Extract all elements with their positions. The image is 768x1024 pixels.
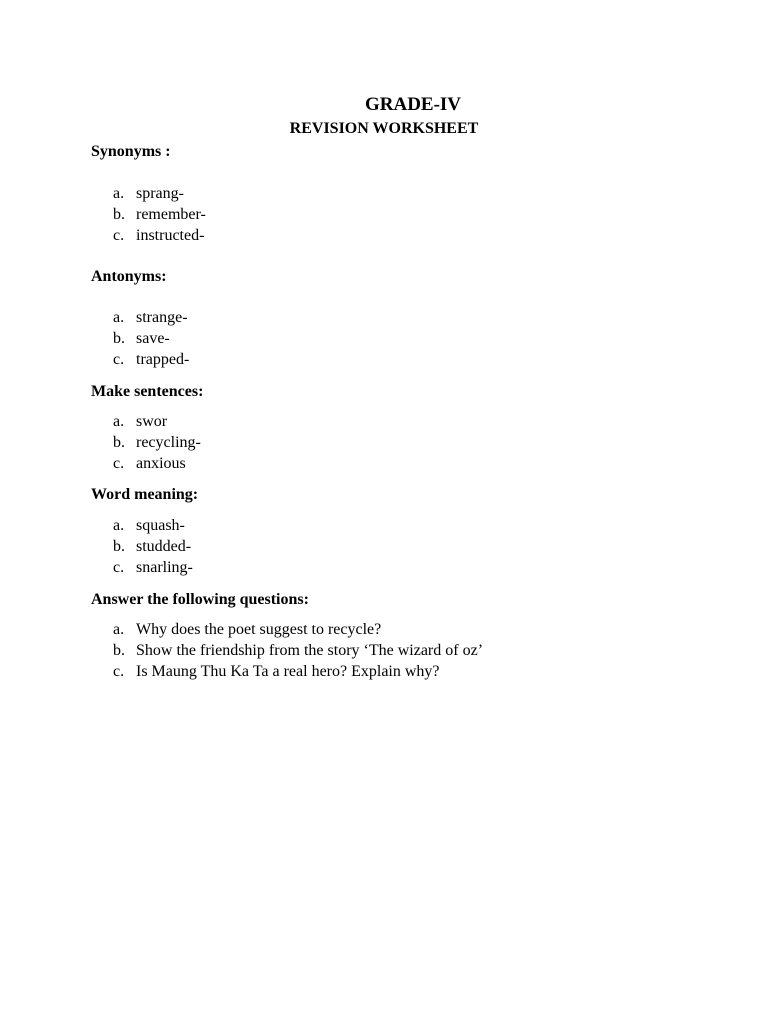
list-item-text: remember- — [136, 205, 206, 223]
section-heading-antonyms: Antonyms: — [91, 268, 167, 285]
list-item — [113, 620, 483, 641]
section-heading-questions: Answer the following questions: — [91, 591, 309, 608]
list-item — [113, 184, 206, 205]
list-marker: a. — [113, 309, 125, 326]
list-item — [113, 205, 206, 226]
list-item — [113, 537, 193, 558]
list-marker: b. — [113, 537, 125, 555]
page-subtitle: REVISION WORKSHEET — [289, 120, 479, 137]
antonyms-list — [113, 308, 189, 370]
list-item-text: Is Maung Thu Ka Ta a real hero? Explain why? — [136, 662, 440, 680]
list-item-text: sprang- — [136, 185, 184, 202]
list-marker: c. — [113, 226, 125, 244]
list-item — [113, 308, 189, 329]
list-item — [113, 454, 201, 475]
list-item-text: squash- — [136, 517, 185, 534]
list-item — [113, 558, 193, 579]
list-item-text: save- — [136, 329, 170, 347]
list-marker: b. — [113, 329, 125, 347]
list-item-text: snarling- — [136, 558, 193, 576]
list-item — [113, 433, 201, 454]
list-item — [113, 329, 189, 350]
section-heading-make-sentences: Make sentences: — [91, 383, 204, 400]
list-marker: c. — [113, 558, 125, 576]
list-marker: a. — [113, 517, 125, 534]
list-marker: c. — [113, 662, 125, 680]
make-sentences-list — [113, 412, 201, 474]
list-item-text: Why does the poet suggest to recycle? — [136, 621, 382, 638]
list-item-text: Show the friendship from the story ‘The wizard of oz’ — [136, 641, 484, 659]
section-heading-synonyms: Synonyms : — [91, 143, 171, 160]
list-marker: b. — [113, 205, 125, 223]
list-item — [113, 412, 201, 433]
list-item-text: strange- — [136, 309, 188, 326]
list-marker: a. — [113, 185, 125, 202]
list-item-text: recycling- — [136, 433, 201, 451]
list-item-text: instructed- — [136, 226, 205, 244]
word-meaning-list — [113, 516, 193, 578]
list-marker: c. — [113, 350, 125, 368]
list-item — [113, 662, 483, 683]
list-item — [113, 516, 193, 537]
list-item — [113, 226, 206, 247]
list-item-text: swor — [136, 413, 168, 430]
questions-list — [113, 620, 483, 682]
list-marker: a. — [113, 413, 125, 430]
list-marker: a. — [113, 621, 125, 638]
list-item-text: anxious — [136, 454, 186, 472]
list-marker: b. — [113, 433, 125, 451]
list-marker: b. — [113, 641, 125, 659]
list-item — [113, 641, 483, 662]
list-item-text: studded- — [136, 537, 192, 555]
synonyms-list — [113, 184, 206, 246]
section-heading-word-meaning: Word meaning: — [91, 486, 199, 503]
page-title: GRADE-IV — [364, 94, 462, 115]
list-item — [113, 350, 189, 371]
list-item-text: trapped- — [136, 350, 190, 368]
list-marker: c. — [113, 454, 125, 472]
